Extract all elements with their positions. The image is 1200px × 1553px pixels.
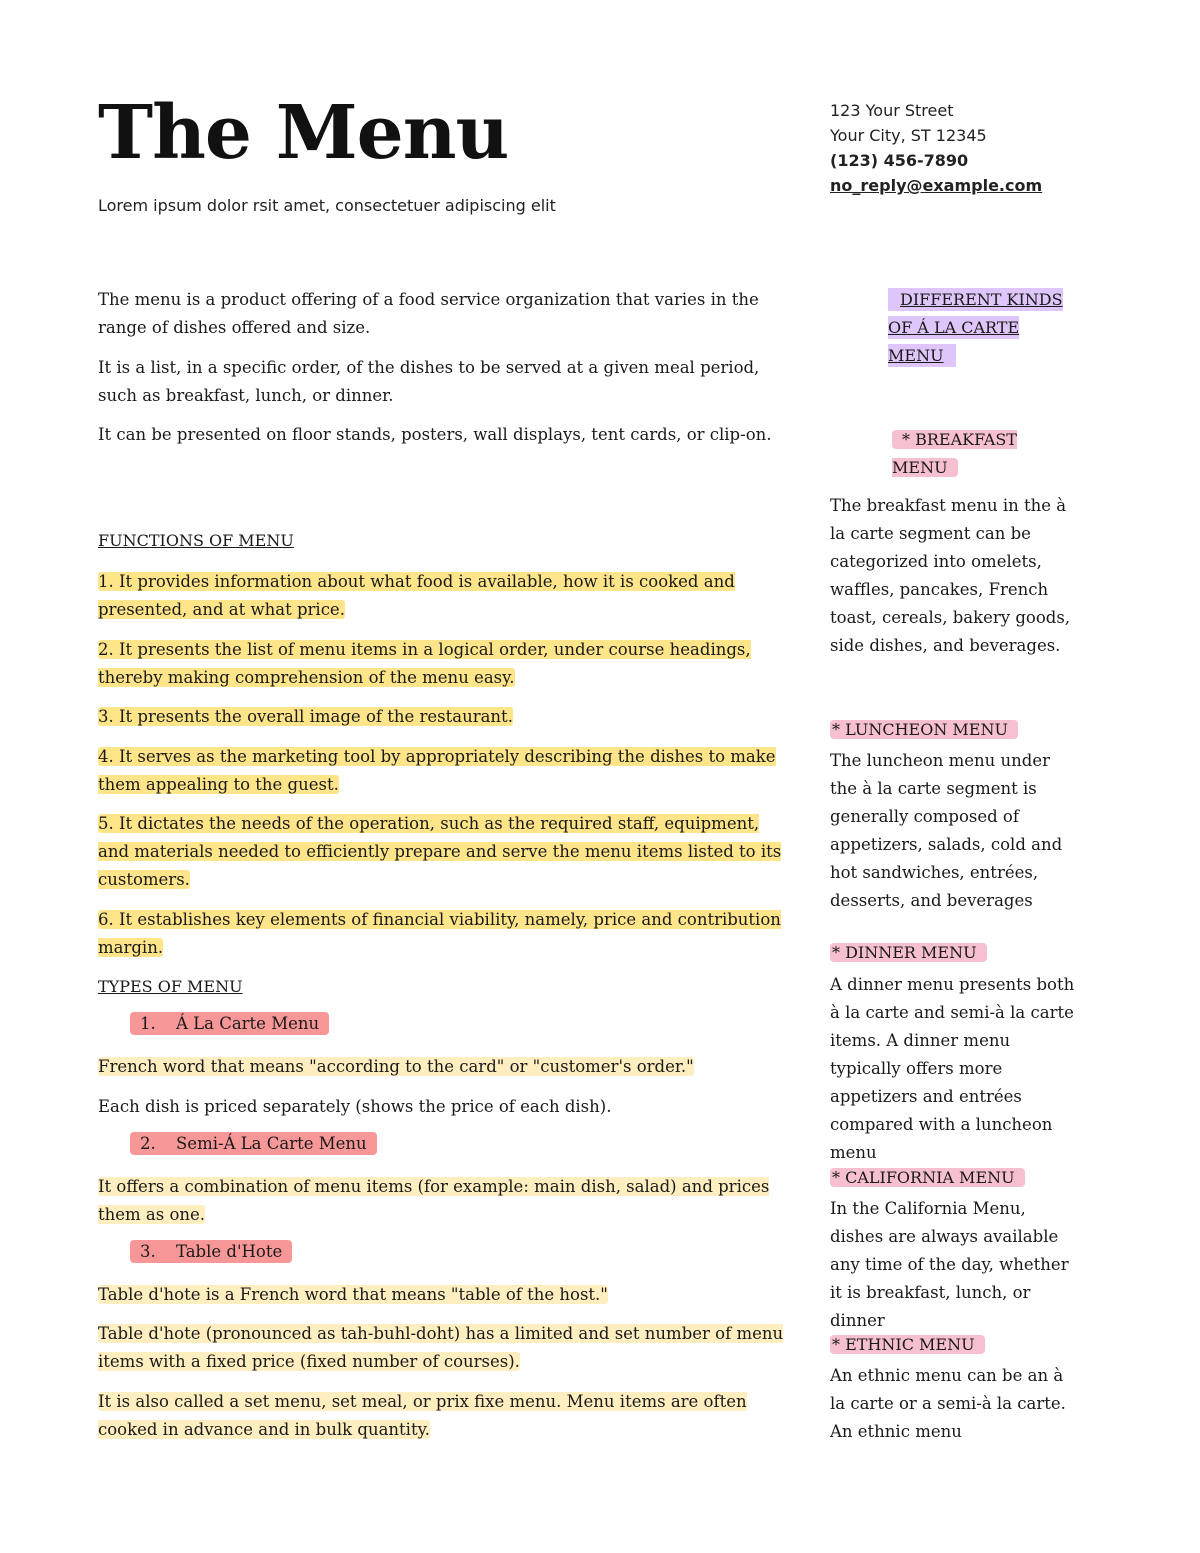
sidebar-heading: DIFFERENT KINDS OF Á LA CARTE MENU <box>888 290 1063 365</box>
type-number: 1. <box>140 1014 156 1033</box>
contact-email[interactable]: no_reply@example.com <box>830 176 1043 195</box>
intro-paragraph-2: It is a list, in a specific order, of the dishes to be served at a given meal period, such as breakfast, lunch, or dinner. <box>98 358 760 405</box>
table-dhote-desc-1: Table d'hote is a French word that means "table of the host." <box>98 1285 608 1304</box>
a-la-carte-desc-1: French word that means "according to the card" or "customer's order." <box>98 1057 694 1076</box>
function-item-5: 5. It dictates the needs of the operation, such as the required staff, equipment, and materials needed to efficiently prepare and serve the menu items listed to its customers. <box>98 814 782 889</box>
a-la-carte-desc-2: Each dish is priced separately (shows the price of each dish). <box>98 1097 612 1116</box>
table-dhote-desc-2: Table d'hote (pronounced as tah-buhl-doht) has a limited and set number of menu items with a fixed price (fixed number of courses). <box>98 1324 784 1371</box>
ethnic-text: An ethnic menu can be an à la carte or a semi-à la carte. An ethnic menu <box>830 1366 1066 1441</box>
contact-phone: (123) 456-7890 <box>830 151 969 170</box>
type-number: 3. <box>140 1242 156 1261</box>
function-item-4: 4. It serves as the marketing tool by appropriately describing the dishes to make them appealing to the guest. <box>98 747 776 794</box>
function-item-6: 6. It establishes key elements of financial viability, namely, price and contribution margin. <box>98 910 781 957</box>
type-name: Table d'Hote <box>176 1242 283 1261</box>
type-table-dhote-title <box>130 1242 292 1261</box>
function-item-1: 1. It provides information about what food is available, how it is cooked and presented, and at what price. <box>98 572 735 619</box>
functions-heading: FUNCTIONS OF MENU <box>98 531 294 550</box>
type-number: 2. <box>140 1134 156 1153</box>
type-name: Á La Carte Menu <box>176 1014 320 1033</box>
california-title: * CALIFORNIA MENU <box>830 1168 1025 1187</box>
type-name: Semi-Á La Carte Menu <box>176 1134 367 1153</box>
function-item-2: 2. It presents the list of menu items in a logical order, under course headings, thereby making comprehension of the menu easy. <box>98 640 751 687</box>
luncheon-title: * LUNCHEON MENU <box>830 720 1018 739</box>
dinner-text: A dinner menu presents both à la carte and semi-à la carte items. A dinner menu typically offers more appetizers and entrées compared with a luncheon menu <box>830 975 1075 1162</box>
contact-city: Your City, ST 12345 <box>830 126 987 145</box>
breakfast-text: The breakfast menu in the à la carte segment can be categorized into omelets, waffles, pancakes, French toast, cereals, bakery goods, side dishes, and beverages. <box>830 496 1071 655</box>
function-item-3: 3. It presents the overall image of the restaurant. <box>98 707 513 726</box>
types-heading: TYPES OF MENU <box>98 977 243 996</box>
semi-desc-1: It offers a combination of menu items (for example: main dish, salad) and prices them as one. <box>98 1177 770 1224</box>
luncheon-text: The luncheon menu under the à la carte segment is generally composed of appetizers, salads, cold and hot sandwiches, entrées, desserts, and beverages <box>830 751 1063 910</box>
type-semi-title <box>130 1134 377 1153</box>
contact-street: 123 Your Street <box>830 101 954 120</box>
type-a-la-carte-title <box>130 1014 329 1033</box>
intro-paragraph-1: The menu is a product offering of a food service organization that varies in the range of dishes offered and size. <box>98 290 759 337</box>
intro-paragraph-3: It can be presented on floor stands, posters, wall displays, tent cards, or clip-on. <box>98 425 772 444</box>
table-dhote-desc-3: It is also called a set menu, set meal, or prix fixe menu. Menu items are often cooked in advance and in bulk quantity. <box>98 1392 747 1439</box>
ethnic-title: * ETHNIC MENU <box>830 1335 985 1354</box>
california-text: In the California Menu, dishes are always available any time of the day, whether it is breakfast, lunch, or dinner <box>830 1199 1069 1330</box>
breakfast-title: * BREAKFAST MENU <box>892 430 1017 477</box>
contact-block <box>830 98 1042 198</box>
page-title: The Menu <box>98 90 509 176</box>
page-subtitle: Lorem ipsum dolor rsit amet, consectetuer adipiscing elit <box>98 196 556 215</box>
dinner-title: * DINNER MENU <box>830 943 987 962</box>
